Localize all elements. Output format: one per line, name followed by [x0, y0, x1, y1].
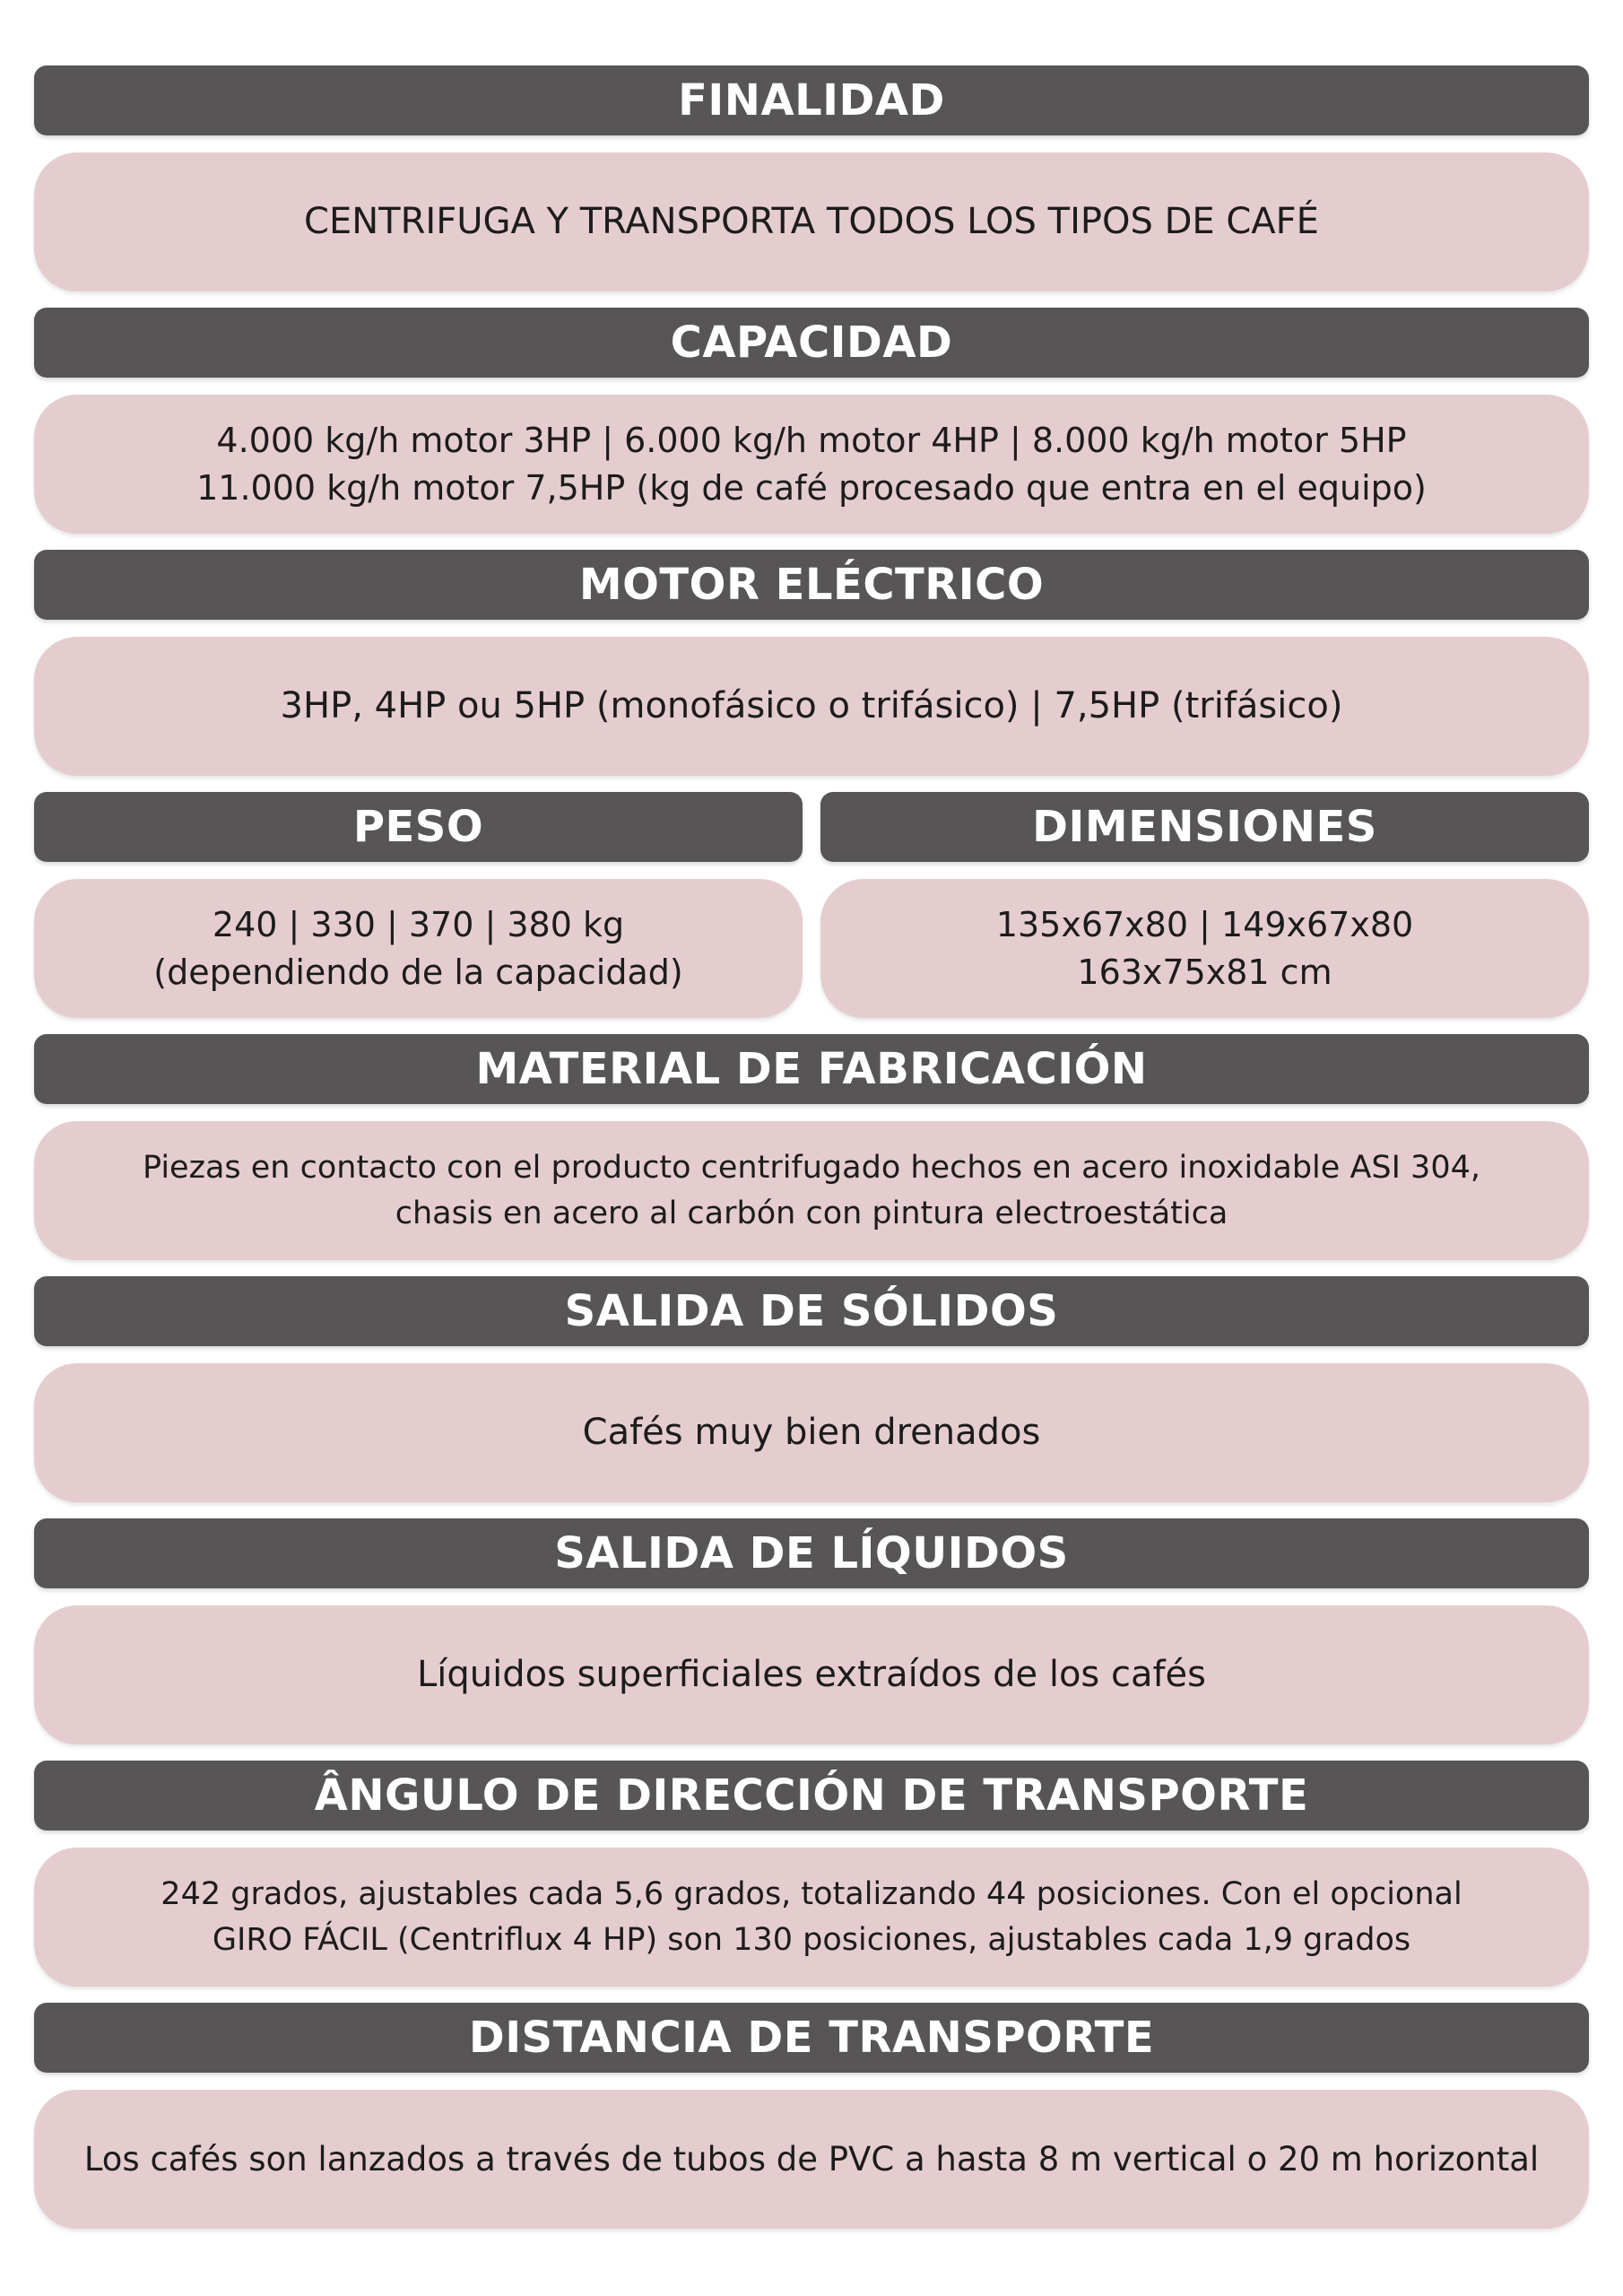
- angulo-text-line-2: GIRO FÁCIL (Centriflux 4 HP) son 130 posiciones, ajustables cada 1,9 grados: [212, 1921, 1411, 1958]
- material-box: [34, 1121, 1589, 1260]
- peso-text-line-1: 240 | 330 | 370 | 380 kg: [212, 904, 625, 944]
- liquidos-text: Líquidos superficiales extraídos de los cafés: [416, 1654, 1207, 1695]
- dimensiones-box: [820, 879, 1589, 1018]
- distancia-header: DISTANCIA DE TRANSPORTE: [34, 2003, 1589, 2073]
- dimensiones-text-line-1: 135x67x80 | 149x67x80: [995, 904, 1414, 944]
- capacidad-text-line-1: 4.000 kg/h motor 3HP | 6.000 kg/h motor 4HP | 8.000 kg/h motor 5HP: [216, 420, 1407, 460]
- angulo-box: [34, 1848, 1589, 1987]
- motor-header: MOTOR ELÉCTRICO: [34, 550, 1589, 620]
- material-text-line-2: chasis en acero al carbón con pintura electroestática: [395, 1195, 1228, 1231]
- angulo-text-line-1: 242 grados, ajustables cada 5,6 grados, totalizando 44 posiciones. Con el opcional: [161, 1875, 1462, 1912]
- liquidos-header: SALIDA DE LÍQUIDOS: [34, 1518, 1589, 1588]
- peso-header: PESO: [34, 792, 803, 862]
- peso-box: [34, 879, 803, 1018]
- finalidad-box: [34, 152, 1589, 291]
- solidos-box: [34, 1363, 1589, 1502]
- solidos-header: SALIDA DE SÓLIDOS: [34, 1276, 1589, 1346]
- motor-text: 3HP, 4HP ou 5HP (monofásico o trifásico) | 7,5HP (trifásico): [280, 685, 1343, 726]
- capacidad-box: [34, 395, 1589, 534]
- material-text-line-1: Piezas en contacto con el producto centrifugado hechos en acero inoxidable ASI 304,: [143, 1149, 1480, 1186]
- capacidad-header: CAPACIDAD: [34, 308, 1589, 378]
- dimensiones-text-line-2: 163x75x81 cm: [1077, 952, 1332, 992]
- distancia-box: [34, 2090, 1589, 2229]
- capacidad-text-line-2: 11.000 kg/h motor 7,5HP (kg de café procesado que entra en el equipo): [196, 467, 1427, 508]
- distancia-text: Los cafés son lanzados a través de tubos de PVC a hasta 8 m vertical o 20 m horizontal: [83, 2140, 1540, 2179]
- motor-box: [34, 637, 1589, 776]
- angulo-header: ÂNGULO DE DIRECCIÓN DE TRANSPORTE: [34, 1761, 1589, 1831]
- solidos-text: Cafés muy bien drenados: [582, 1412, 1041, 1453]
- finalidad-header: FINALIDAD: [34, 65, 1589, 135]
- material-header: MATERIAL DE FABRICACIÓN: [34, 1034, 1589, 1104]
- peso-text-line-2: (dependiendo de la capacidad): [153, 952, 683, 992]
- finalidad-text: CENTRIFUGA Y TRANSPORTA TODOS LOS TIPOS DE CAFÉ: [304, 201, 1319, 242]
- dimensiones-header: DIMENSIONES: [820, 792, 1589, 862]
- liquidos-box: [34, 1605, 1589, 1744]
